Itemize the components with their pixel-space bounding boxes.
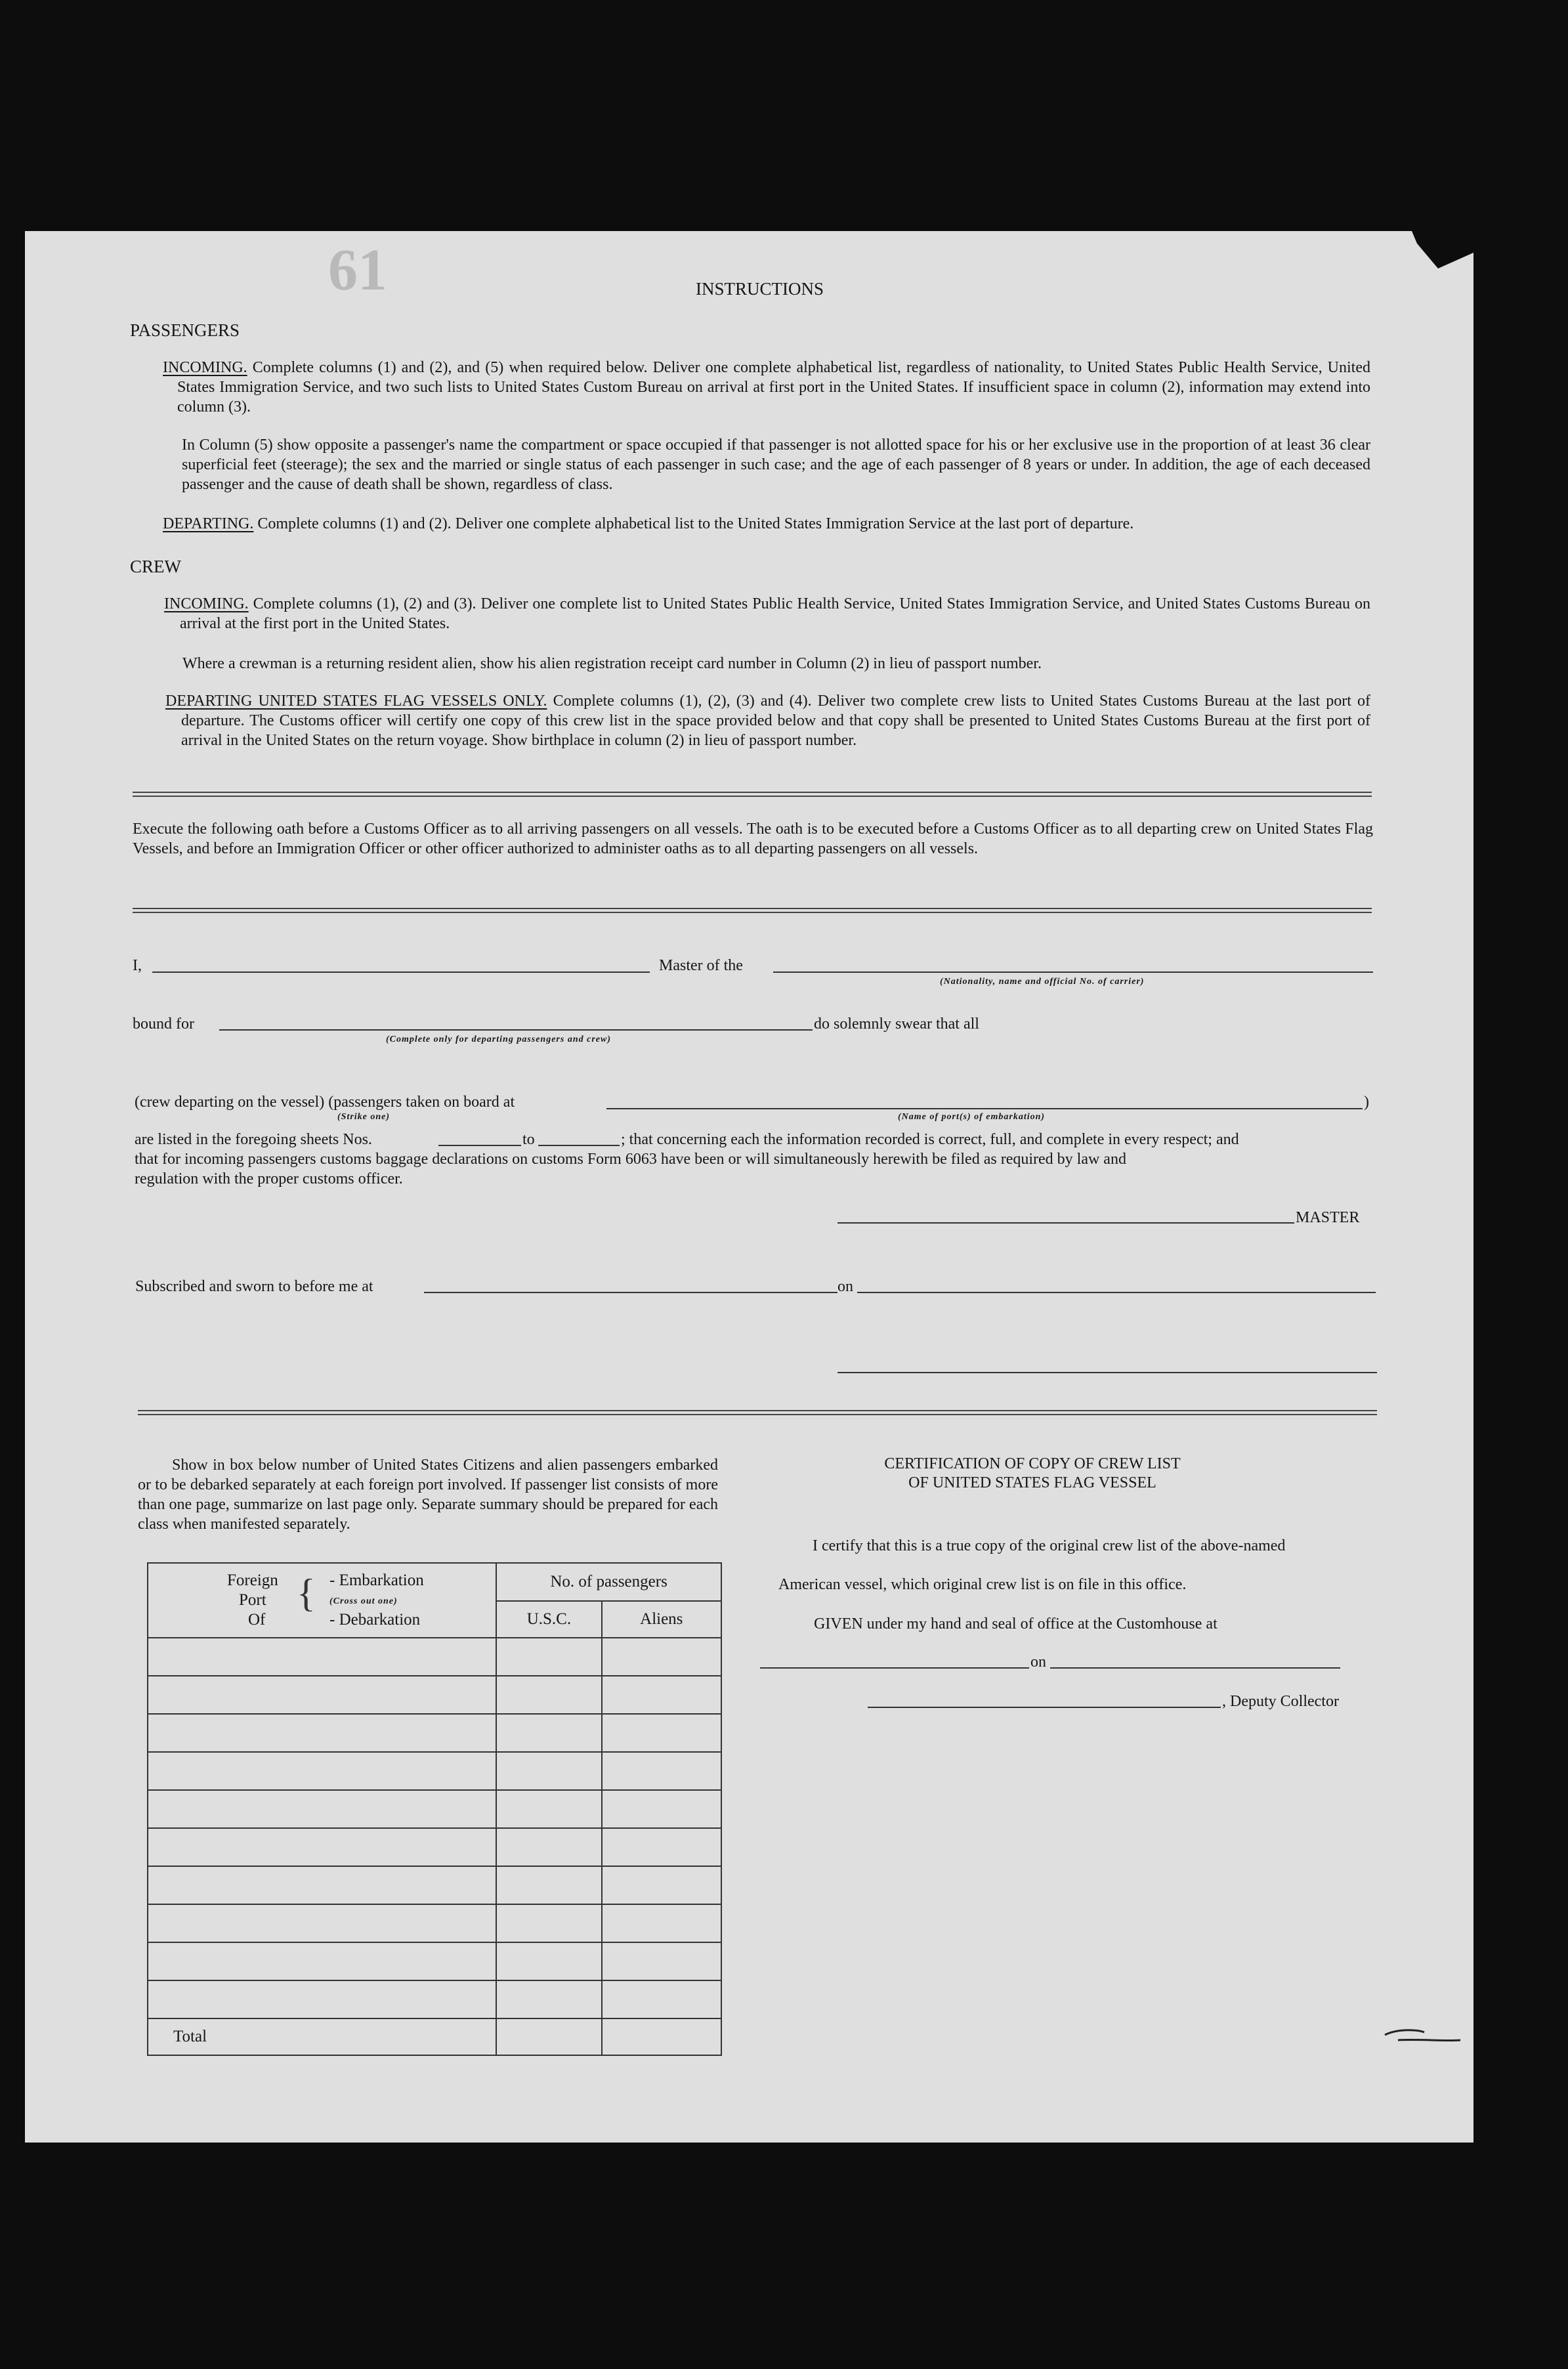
deputy-collector-signature-field[interactable]: [868, 1707, 1221, 1708]
subscribed-place-field[interactable]: [424, 1292, 837, 1293]
usc-cell[interactable]: [496, 1942, 601, 1980]
sheet-to-field[interactable]: [538, 1145, 620, 1146]
swear-text: do solemnly swear that all: [814, 1015, 979, 1033]
table-row: [148, 1676, 721, 1714]
port-cell[interactable]: [148, 1714, 496, 1752]
subscribed-label: Subscribed and sworn to before me at: [135, 1278, 373, 1295]
subscribed-on-label: on: [837, 1278, 853, 1295]
usc-cell[interactable]: [496, 1790, 601, 1828]
crew-departing-text: Complete columns (1), (2), (3) and (4). Deliver two complete crew lists to United States Customs Bureau at the last port of departure. The Customs officer will certify one copy of this crew list in the space provided below and that copy shall be presented to United States Customs Bureau at the first port of arrival in the United States on the return voyage. Show birthplace in column (2) in lieu of passport number.: [181, 693, 1371, 749]
passengers-departing-text: Complete columns (1) and (2). Deliver one complete alphabetical list to the United States Immigration Service at the last port of departure.: [257, 515, 1134, 532]
port-cell[interactable]: [148, 1866, 496, 1904]
instructions-title: INSTRUCTIONS: [696, 279, 824, 299]
passengers-column5-paragraph: In Column (5) show opposite a passenger's name the compartment or space occupied if that passenger is not allotted space for his or her exclusive use in the proportion of at least 36 clear superficial feet (steerage); the sex and the married or single status of each passenger in such case; and the age of each passenger of 8 years or under. In addition, the age of each deceased passenger and the cause of death shall be shown, regardless of class.: [182, 437, 1370, 493]
table-row: [148, 1714, 721, 1752]
crew-departing-label: DEPARTING UNITED STATES FLAG VESSELS ONLY.: [165, 693, 547, 710]
table-row: [148, 1866, 721, 1904]
aliens-cell[interactable]: [602, 1638, 721, 1676]
usc-cell[interactable]: [496, 1676, 601, 1714]
port-header-cell: [148, 1563, 496, 1638]
listed-line2: that for incoming passengers customs baggage declarations on customs Form 6063 have been or will simultaneously herewith be filed as required by law and: [135, 1151, 1126, 1168]
aliens-cell[interactable]: [602, 1904, 721, 1942]
embarkation-ports-field[interactable]: [606, 1108, 1363, 1109]
sheet-from-field[interactable]: [438, 1145, 521, 1146]
strike-one-hint: (Strike one): [337, 1112, 391, 1122]
usc-cell[interactable]: [496, 1714, 601, 1752]
port-cell[interactable]: [148, 1980, 496, 2018]
close-paren: ): [1364, 1094, 1369, 1111]
total-label: Total: [148, 2018, 496, 2055]
table-row: [148, 1904, 721, 1942]
port-cell[interactable]: [148, 1752, 496, 1790]
table-row: [148, 1752, 721, 1790]
master-signature-field[interactable]: [837, 1222, 1294, 1224]
nationality-hint: (Nationality, name and official No. of carrier): [940, 977, 1145, 987]
ports-hint: (Name of port(s) of embarkation): [898, 1112, 1046, 1122]
embarkation-label: - Embarkation: [329, 1571, 424, 1589]
master-label: MASTER: [1296, 1209, 1360, 1226]
complete-only-hint: (Complete only for departing passengers and crew): [386, 1035, 611, 1044]
master-of-the-label: Master of the: [659, 957, 743, 974]
usc-header: U.S.C.: [496, 1601, 601, 1638]
divider-double: [133, 908, 1372, 913]
passengers-incoming-label: INCOMING.: [163, 359, 247, 376]
carrier-field[interactable]: [773, 971, 1373, 973]
port-cell[interactable]: [148, 1904, 496, 1942]
crew-incoming-text: Complete columns (1), (2) and (3). Deliver one complete list to United States Public Health Service, United States Immigration Service, and United States Customs Bureau on arrival at the first port in the United States.: [180, 595, 1370, 632]
crew-departing-paragraph: [165, 691, 1371, 750]
passengers-departing-label: DEPARTING.: [163, 515, 254, 532]
passengers-incoming-paragraph: [163, 358, 1370, 417]
oath-i-label: I,: [133, 957, 142, 974]
passengers-heading: PASSENGERS: [130, 320, 240, 340]
table-row: [148, 1828, 721, 1866]
certification-date-field[interactable]: [1050, 1667, 1340, 1669]
of-label: Of: [248, 1611, 266, 1629]
foreign-label: Foreign: [227, 1571, 278, 1589]
certification-line3: GIVEN under my hand and seal of office at the Customhouse at: [814, 1615, 1218, 1633]
crew-resident-paragraph: Where a crewman is a returning resident alien, show his alien registration receipt card number in Column (2) in lieu of passport number.: [182, 655, 1042, 672]
certification-line2: American vessel, which original crew list is on file in this office.: [778, 1576, 1187, 1593]
cross-out-hint: (Cross out one): [329, 1596, 398, 1606]
aliens-header: Aliens: [602, 1601, 721, 1638]
divider-double: [133, 792, 1372, 797]
port-cell[interactable]: [148, 1790, 496, 1828]
aliens-cell[interactable]: [602, 1790, 721, 1828]
crew-incoming-label: INCOMING.: [164, 595, 249, 612]
aliens-cell[interactable]: [602, 1828, 721, 1866]
certification-on-label: on: [1030, 1654, 1046, 1671]
oath-intro: Execute the following oath before a Customs Officer as to all arriving passengers on all vessels. The oath is to be executed before a Customs Officer as to all departing crew on United States Flag Vessels, and before an Immigration Officer or other officer authorized to administer oaths as to all departing passengers on all vessels.: [133, 821, 1373, 857]
officer-signature-field[interactable]: [837, 1372, 1377, 1373]
aliens-cell[interactable]: [602, 1980, 721, 2018]
aliens-cell[interactable]: [602, 1714, 721, 1752]
usc-cell[interactable]: [496, 1638, 601, 1676]
table-row: [148, 1790, 721, 1828]
usc-cell[interactable]: [496, 1866, 601, 1904]
summary-instructions: Show in box below number of United States Citizens and alien passengers embarked or to be debarked separately at each foreign port involved. If passenger list consists of more than one page, summarize on last page only. Separate summary should be prepared for each class when manifested separately.: [138, 1457, 718, 1533]
bound-for-field[interactable]: [219, 1029, 813, 1031]
divider-double: [138, 1410, 1377, 1415]
listed-suffix: ; that concerning each the information recorded is correct, full, and complete in every respect; and: [621, 1131, 1239, 1148]
to-label: to: [522, 1131, 535, 1148]
total-usc-cell[interactable]: [496, 2018, 601, 2055]
passengers-incoming-text: Complete columns (1) and (2), and (5) when required below. Deliver one complete alphabetical list, regardless of nationality, to United States Public Health Service, United States Immigration Service, and two such lists to United States Custom Bureau on arrival at first port in the United States. If insufficient space in column (2), information may extend into column (3).: [177, 359, 1370, 416]
aliens-cell[interactable]: [602, 1676, 721, 1714]
total-aliens-cell[interactable]: [602, 2018, 721, 2055]
crew-heading: CREW: [130, 557, 181, 576]
table-row: [148, 1942, 721, 1980]
table-row: [148, 1638, 721, 1676]
debarkation-label: - Debarkation: [329, 1611, 421, 1629]
brace: {: [297, 1571, 316, 1615]
usc-cell[interactable]: [496, 1828, 601, 1866]
passengers-departing-paragraph: [163, 514, 1370, 534]
deputy-collector-label: , Deputy Collector: [1222, 1693, 1339, 1710]
passenger-summary-table: [147, 1562, 722, 2056]
customhouse-place-field[interactable]: [760, 1667, 1029, 1669]
crew-passengers-text: (crew departing on the vessel) (passengers taken on board at: [135, 1094, 515, 1111]
handwritten-mark: [1378, 2022, 1464, 2061]
aliens-cell[interactable]: [602, 1866, 721, 1904]
certification-title-line1: CERTIFICATION OF COPY OF CREW LIST: [884, 1455, 1181, 1472]
crew-incoming-paragraph: [164, 594, 1370, 633]
no-of-passengers-header: No. of passengers: [496, 1563, 721, 1601]
listed-line3: regulation with the proper customs officer.: [135, 1170, 403, 1187]
port-cell[interactable]: [148, 1828, 496, 1866]
aliens-cell[interactable]: [602, 1752, 721, 1790]
port-label: Port: [239, 1591, 266, 1609]
aliens-cell[interactable]: [602, 1942, 721, 1980]
usc-cell[interactable]: [496, 1904, 601, 1942]
port-cell[interactable]: [148, 1676, 496, 1714]
table-row: [148, 1980, 721, 2018]
certification-title-line2: OF UNITED STATES FLAG VESSEL: [908, 1474, 1156, 1491]
usc-cell[interactable]: [496, 1752, 601, 1790]
subscribed-date-field[interactable]: [857, 1292, 1376, 1293]
port-cell[interactable]: [148, 1942, 496, 1980]
listed-prefix: are listed in the foregoing sheets Nos.: [135, 1131, 372, 1148]
bound-for-label: bound for: [133, 1015, 194, 1033]
master-name-field[interactable]: [152, 971, 650, 973]
usc-cell[interactable]: [496, 1980, 601, 2018]
port-cell[interactable]: [148, 1638, 496, 1676]
bleed-through-mark: 61: [328, 238, 387, 303]
certification-line1: I certify that this is a true copy of the original crew list of the above-named: [813, 1537, 1286, 1554]
